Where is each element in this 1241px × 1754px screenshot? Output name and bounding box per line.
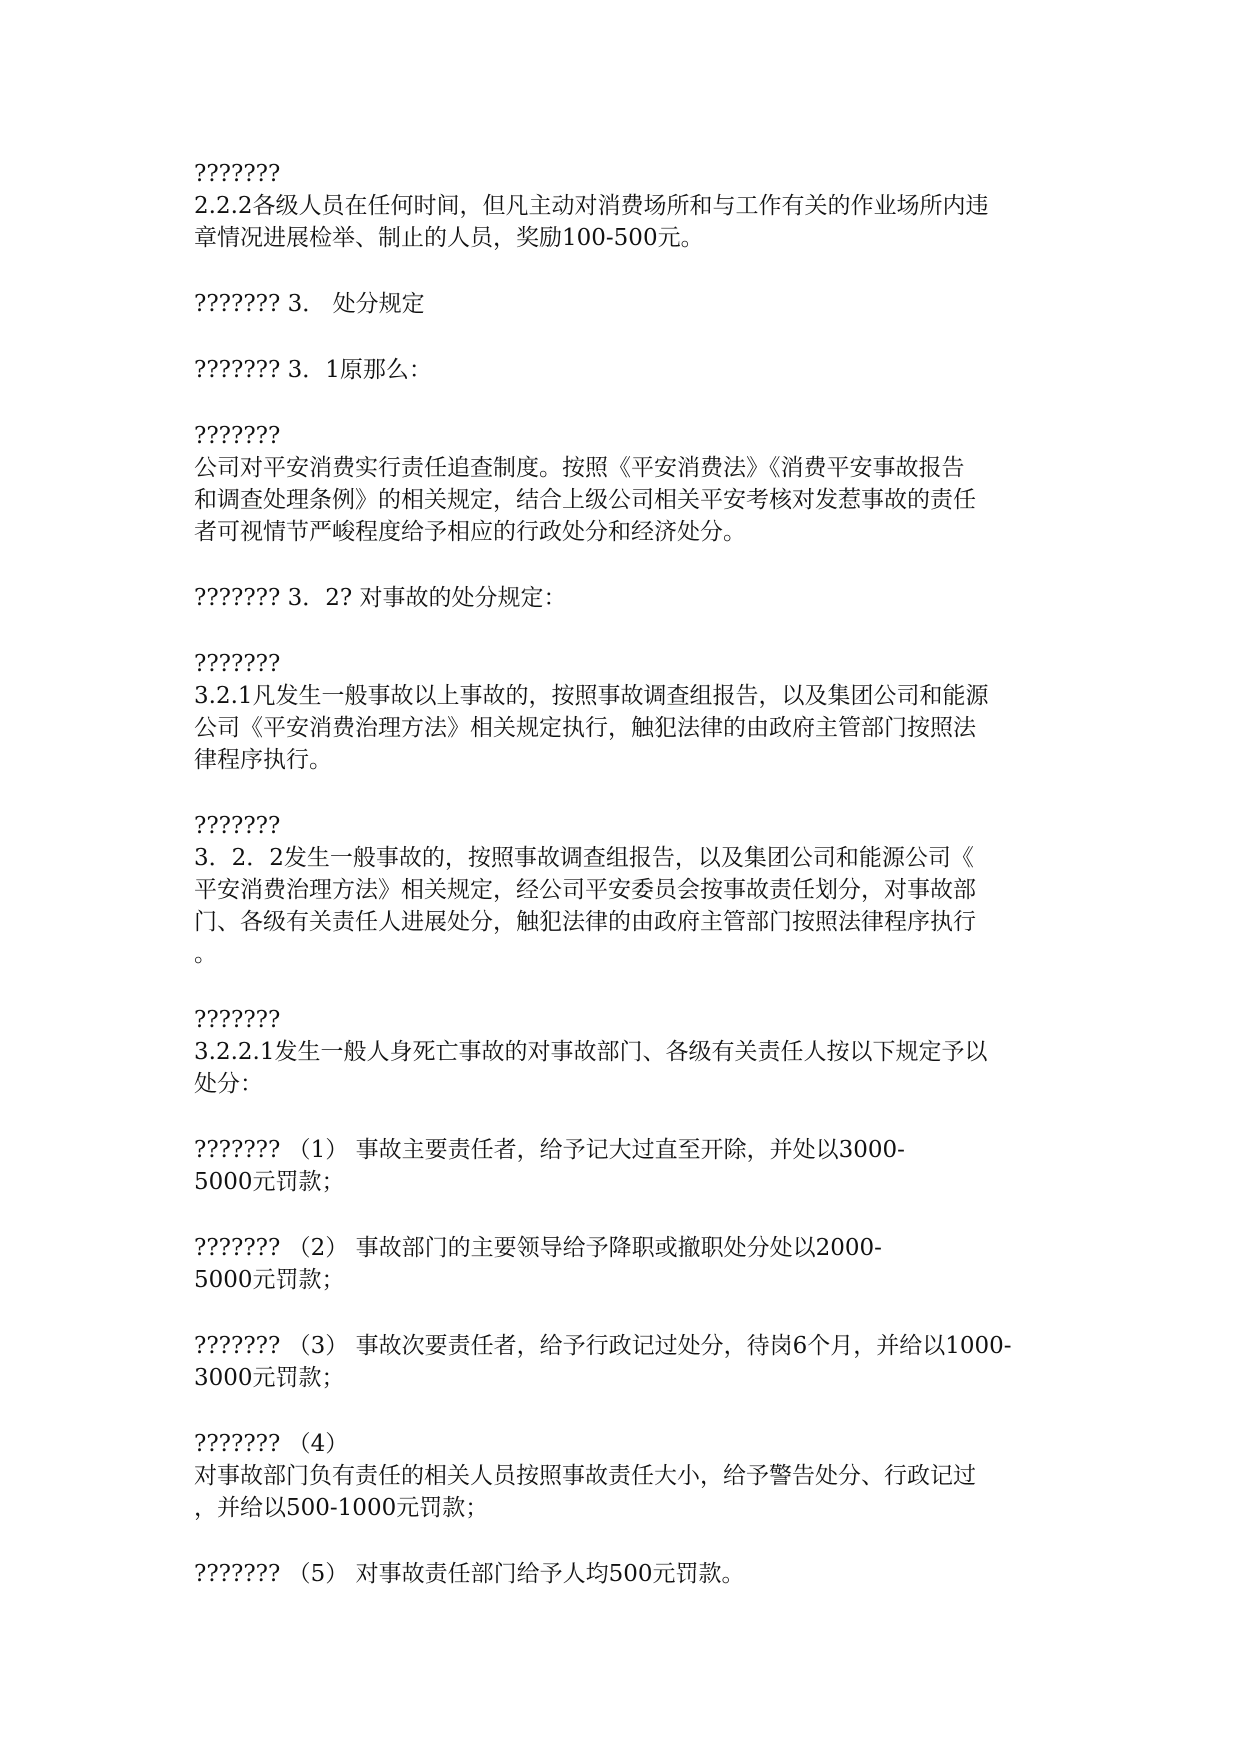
paragraph: [194, 420, 1054, 548]
text-line: 3.2.1凡发生一般事故以上事故的，按照事故调查组报告，以及集团公司和能源: [194, 683, 989, 709]
paragraph: [194, 1428, 1054, 1524]
paragraph: [194, 1330, 1054, 1394]
text-line: ??????? （4）: [194, 1431, 349, 1457]
text-line: 。: [194, 941, 217, 967]
text-line: ???????: [194, 161, 281, 187]
text-line: ???????: [194, 813, 281, 839]
text-line: ???????: [194, 423, 281, 449]
text-line: ??????? 3． 处分规定: [194, 291, 425, 317]
text-line: ??????? 3．1原那么：: [194, 357, 432, 383]
text-line: 3．2．2发生一般事故的，按照事故调查组报告，以及集团公司和能源公司《: [194, 845, 974, 871]
text-line: 律程序执行。: [194, 747, 332, 773]
text-line: ??????? （1） 事故主要责任者，给予记大过直至开除，并处以3000-: [194, 1137, 905, 1163]
paragraph: [194, 1134, 1054, 1198]
text-line: 公司《平安消费治理方法》相关规定执行，触犯法律的由政府主管部门按照法: [194, 715, 976, 741]
paragraph: [194, 1232, 1054, 1296]
text-line: 者可视情节严峻程度给予相应的行政处分和经济处分。: [194, 519, 746, 545]
paragraph: [194, 810, 1054, 970]
paragraph: [194, 1558, 1054, 1590]
text-line: 章情况进展检举、制止的人员，奖励100-500元。: [194, 225, 704, 251]
text-line: 对事故部门负有责任的相关人员按照事故责任大小，给予警告处分、行政记过: [194, 1463, 976, 1489]
text-line: ??????? （2） 事故部门的主要领导给予降职或撤职处分处以2000-: [194, 1235, 882, 1261]
paragraph: [194, 158, 1054, 254]
paragraph: [194, 354, 1054, 386]
text-line: 和调查处理条例》的相关规定，结合上级公司相关平安考核对发惹事故的责任: [194, 487, 976, 513]
text-line: 3000元罚款；: [194, 1365, 345, 1391]
text-line: ???????: [194, 1007, 281, 1033]
text-line: 5000元罚款；: [194, 1169, 345, 1195]
text-line: ??????? （3） 事故次要责任者，给予行政记过处分，待岗6个月，并给以1000-: [194, 1333, 1012, 1359]
text-line: 3.2.2.1发生一般人身死亡事故的对事故部门、各级有关责任人按以下规定予以: [194, 1039, 988, 1065]
text-line: 5000元罚款；: [194, 1267, 345, 1293]
text-line: ???????: [194, 651, 281, 677]
text-line: ，并给以500-1000元罚款；: [194, 1495, 489, 1521]
paragraph: [194, 288, 1054, 320]
document-body: [194, 158, 1054, 1624]
text-line: 2.2.2各级人员在任何时间，但凡主动对消费场所和与工作有关的作业场所内违: [194, 193, 989, 219]
paragraph: [194, 648, 1054, 776]
paragraph: [194, 1004, 1054, 1100]
text-line: 公司对平安消费实行责任追查制度。按照《平安消费法》《消费平安事故报告: [194, 455, 965, 481]
text-line: 处分：: [194, 1071, 263, 1097]
text-line: 平安消费治理方法》相关规定，经公司平安委员会按事故责任划分，对事故部: [194, 877, 976, 903]
text-line: ??????? （5） 对事故责任部门给予人均500元罚款。: [194, 1561, 745, 1587]
paragraph: [194, 582, 1054, 614]
text-line: 门、各级有关责任人进展处分，触犯法律的由政府主管部门按照法律程序执行: [194, 909, 976, 935]
text-line: ??????? 3．2? 对事故的处分规定：: [194, 585, 567, 611]
